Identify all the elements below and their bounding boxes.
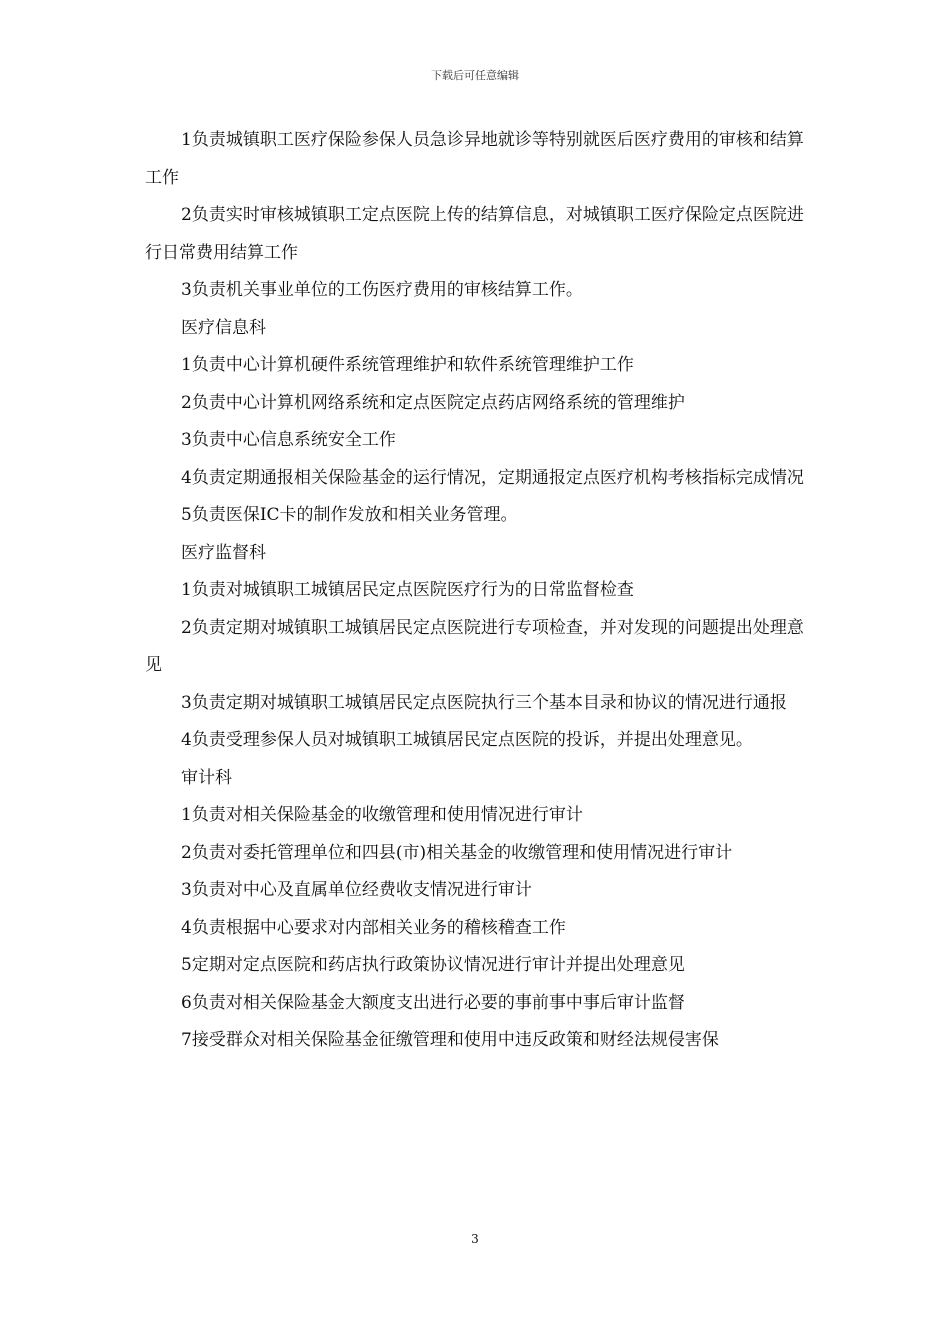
paragraph: 1负责城镇职工医疗保险参保人员急诊异地就诊等特别就医后医疗费用的审核和结算工作: [145, 130, 804, 188]
paragraph: 1负责对城镇职工城镇居民定点医院医疗行为的日常监督检查: [181, 580, 634, 600]
section-heading: 医疗信息科: [181, 317, 266, 338]
paragraph: 6负责对相关保险基金大额度支出进行必要的事前事中事后审计监督: [181, 992, 685, 1013]
paragraph: 3负责机关事业单位的工伤医疗费用的审核结算工作。: [181, 280, 583, 300]
paragraph: 3负责定期对城镇职工城镇居民定点医院执行三个基本目录和协议的情况进行通报: [181, 692, 787, 713]
paragraph: 1负责中心计算机硬件系统管理维护和软件系统管理维护工作: [181, 355, 634, 375]
paragraph: 4负责根据中心要求对内部相关业务的稽核稽查工作: [181, 917, 566, 938]
paragraph: 4负责受理参保人员对城镇职工城镇居民定点医院的投诉，并提出处理意见。: [181, 730, 753, 750]
section-heading: 审计科: [181, 767, 232, 788]
paragraph: 2负责对委托管理单位和四县(市)相关基金的收缴管理和使用情况进行审计: [181, 842, 733, 863]
paragraph: 1负责对相关保险基金的收缴管理和使用情况进行审计: [181, 805, 583, 825]
paragraph: 3负责中心信息系统安全工作: [181, 430, 396, 450]
paragraph: 4负责定期通报相关保险基金的运行情况，定期通报定点医疗机构考核指标完成情况: [181, 467, 804, 488]
paragraph: 5负责医保IC卡的制作发放和相关业务管理。: [181, 505, 518, 525]
paragraph: 3负责对中心及直属单位经费收支情况进行审计: [181, 880, 532, 900]
document-body: [145, 122, 810, 1060]
paragraph: 5定期对定点医院和药店执行政策协议情况进行审计并提出处理意见: [181, 955, 685, 975]
paragraph: 7接受群众对相关保险基金征缴管理和使用中违反政策和财经法规侵害保: [181, 1030, 719, 1050]
page-number: 3: [471, 1232, 479, 1246]
paragraph: 2负责中心计算机网络系统和定点医院定点药店网络系统的管理维护: [181, 392, 685, 413]
paragraph: 2负责定期对城镇职工城镇居民定点医院进行专项检查，并对发现的问题提出处理意见: [145, 617, 804, 675]
page-header: 下载后可任意编辑: [431, 69, 519, 82]
paragraph: 2负责实时审核城镇职工定点医院上传的结算信息，对城镇职工医疗保险定点医院进行日常费用结算工作: [145, 205, 804, 263]
section-heading: 医疗监督科: [181, 542, 266, 563]
